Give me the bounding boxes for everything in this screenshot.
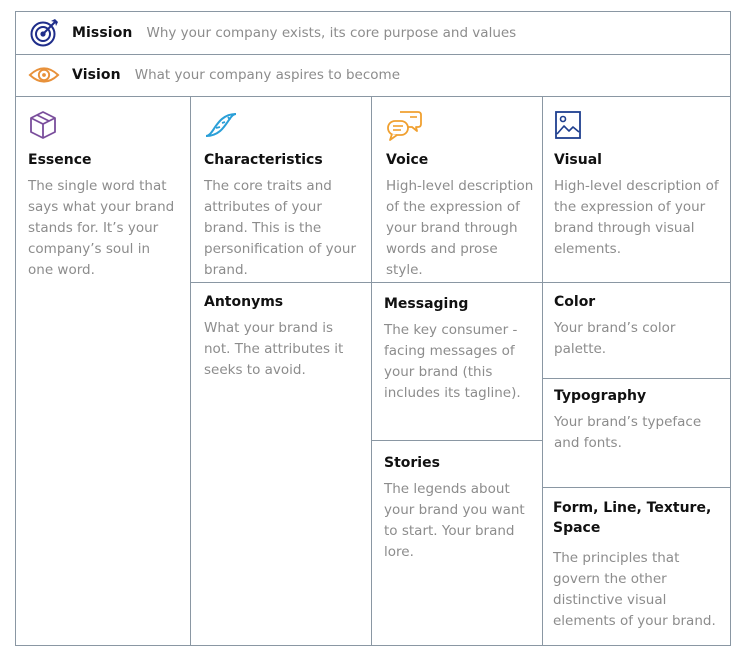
- voice-cell: [386, 110, 536, 281]
- vision-desc: What your company aspires to become: [134, 67, 401, 83]
- divider-row2-col3: [371, 282, 543, 283]
- divider-row2-col2: [190, 282, 372, 283]
- dna-icon: [204, 110, 234, 140]
- antonyms-title: Antonyms: [204, 294, 284, 310]
- form-desc: The principles that govern the other distinctive visual elements of your brand.: [553, 550, 716, 629]
- typography-title: Typography: [554, 388, 647, 404]
- stories-title: Stories: [384, 455, 440, 471]
- voice-desc: High-level description of the expression of your brand through words and prose style.: [386, 178, 534, 278]
- cube-icon: [28, 110, 58, 140]
- divider-col3: [542, 96, 543, 646]
- form-cell: [553, 498, 725, 632]
- mission-row: [28, 12, 516, 54]
- divider-color-typography: [542, 378, 731, 379]
- mission-title: Mission: [72, 25, 133, 41]
- divider-typography-form: [542, 487, 731, 488]
- mission-desc: Why your company exists, its core purpose and values: [146, 25, 517, 41]
- visual-desc: High-level description of the expression of your brand through visual elements.: [554, 178, 719, 257]
- characteristics-title: Characteristics: [204, 152, 323, 168]
- typography-desc: Your brand’s typeface and fonts.: [554, 414, 702, 451]
- eye-icon: [28, 59, 60, 91]
- image-icon: [554, 110, 584, 140]
- divider-vision-grid: [15, 96, 731, 97]
- antonyms-desc: What your brand is not. The attributes it seeks to avoid.: [204, 320, 344, 378]
- essence-cell: [28, 110, 178, 281]
- divider-row2-col4: [542, 282, 731, 283]
- vision-title: Vision: [72, 67, 121, 83]
- color-desc: Your brand’s color palette.: [554, 320, 676, 357]
- essence-title: Essence: [28, 152, 92, 168]
- visual-title: Visual: [554, 152, 602, 168]
- divider-col1: [190, 96, 191, 646]
- visual-cell: [554, 110, 719, 260]
- speech-bubbles-icon: [386, 110, 416, 140]
- messaging-title: Messaging: [384, 296, 469, 312]
- stories-desc: The legends about your brand you want to start. Your brand lore.: [384, 481, 525, 560]
- color-title: Color: [554, 294, 596, 310]
- voice-title: Voice: [386, 152, 429, 168]
- messaging-cell: [384, 294, 532, 404]
- divider-col2: [371, 96, 372, 646]
- essence-desc: The single word that says what your brand stands for. It’s your company’s soul in one word.: [28, 178, 175, 278]
- form-title: Form, Line, Texture, Space: [553, 500, 712, 536]
- characteristics-desc: The core traits and attributes of your brand. This is the personification of your brand.: [204, 178, 357, 278]
- messaging-desc: The key consumer -facing messages of your brand (this includes its tagline).: [384, 322, 521, 401]
- target-icon: [28, 17, 60, 49]
- antonyms-cell: [204, 292, 362, 381]
- color-cell: [554, 292, 704, 360]
- divider-messaging-stories: [371, 440, 543, 441]
- characteristics-cell: [204, 110, 368, 281]
- vision-row: [28, 54, 400, 96]
- stories-cell: [384, 453, 540, 563]
- typography-cell: [554, 386, 714, 454]
